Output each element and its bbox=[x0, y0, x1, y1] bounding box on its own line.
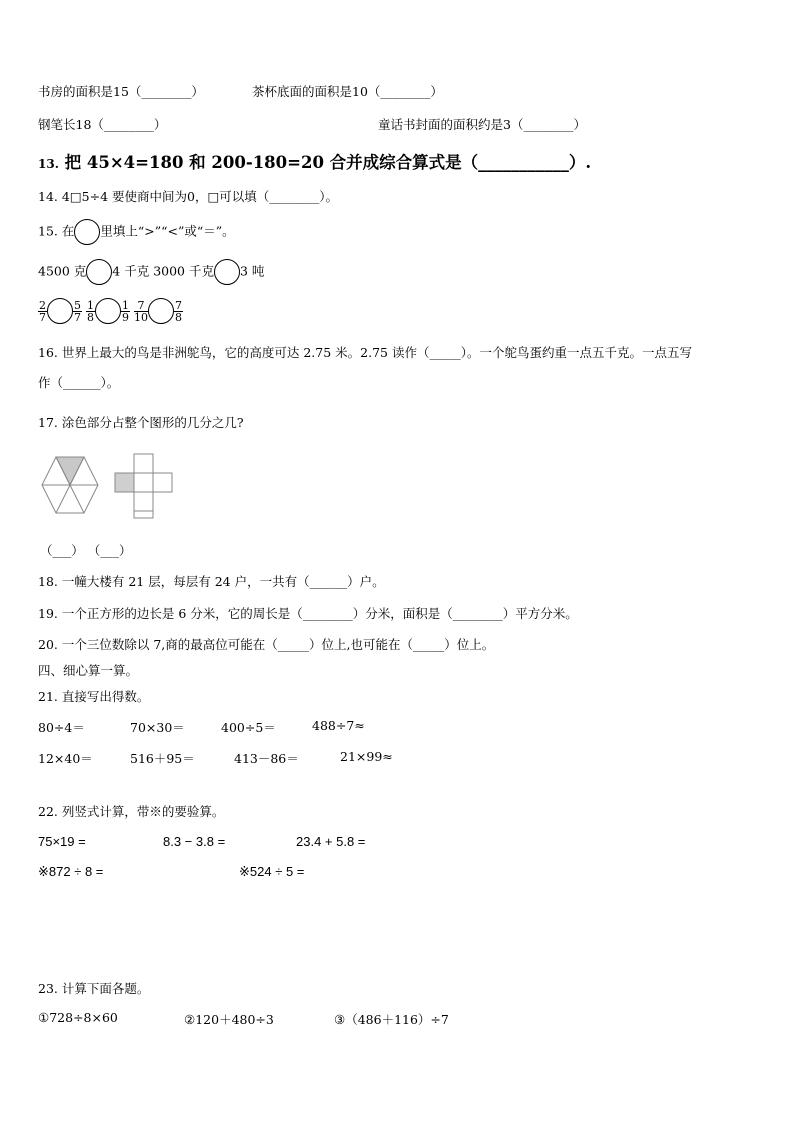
calc-item: 413－86＝ bbox=[234, 751, 299, 766]
fraction: $\frac{2}{7}$ bbox=[39, 298, 46, 324]
question-text: 4□5÷4 要使商中间为0，□可以填（________）。 bbox=[61, 189, 339, 204]
question-17-answers: （___） （___） bbox=[40, 543, 132, 558]
calc-item: 70×30＝ bbox=[130, 720, 185, 735]
question-number: 21. bbox=[38, 689, 58, 704]
question-23 bbox=[38, 979, 149, 997]
question-number: 20. bbox=[38, 637, 58, 652]
calc-item: ※872 ÷ 8 = bbox=[38, 864, 104, 879]
unit-a: 4500 克 bbox=[38, 263, 87, 279]
question-number: 22. bbox=[38, 804, 58, 819]
unit-b: 4 千克 3000 千克 bbox=[112, 263, 214, 279]
question-text: 涂色部分占整个图形的几分之几? bbox=[61, 415, 244, 430]
question-15-units bbox=[38, 259, 264, 285]
question-15 bbox=[38, 219, 235, 245]
row2-a: 钢笔长18（________） bbox=[38, 117, 167, 132]
question-suffix: 里填上“>”“<”或“＝”。 bbox=[100, 223, 235, 239]
question-16 bbox=[38, 343, 692, 361]
question-text: 列竖式计算，带※的要验算。 bbox=[61, 804, 225, 819]
row2-b: 童话书封面的面积约是3（________） bbox=[378, 117, 586, 132]
fraction: $\frac{7}{10}$ bbox=[133, 298, 148, 324]
calc-item: 75×19 = bbox=[38, 834, 86, 849]
question-number: 23. bbox=[38, 981, 58, 996]
calc-item: 21×99≈ bbox=[340, 749, 393, 764]
question-text: 把 45×4=180 和 200-180=20 合并成综合算式是（___________）. bbox=[64, 153, 592, 172]
compare-circle[interactable] bbox=[95, 298, 121, 324]
calc-item: ①728÷8×60 bbox=[38, 1010, 118, 1025]
question-text: 一个三位数除以 7,商的最高位可能在（_____）位上,也可能在（_____）位上。 bbox=[61, 637, 495, 652]
question-16-cont: 作（______）。 bbox=[38, 375, 120, 390]
question-text: 一幢大楼有 21 层，每层有 24 户，一共有（______）户。 bbox=[61, 574, 385, 589]
question-number: 13. bbox=[38, 157, 59, 171]
compare-circle[interactable] bbox=[47, 298, 73, 324]
calc-item: 400÷5＝ bbox=[221, 720, 276, 735]
section-heading: 四、细心算一算。 bbox=[38, 663, 139, 678]
cube-net-figure bbox=[115, 454, 172, 518]
compare-circle[interactable] bbox=[214, 259, 240, 285]
fraction: $\frac{1}{8}$ bbox=[86, 298, 94, 324]
shapes-figure bbox=[36, 450, 186, 520]
question-prefix: 在 bbox=[61, 223, 75, 239]
unit-c: 3 吨 bbox=[239, 263, 265, 279]
calc-item: 80÷4＝ bbox=[38, 720, 85, 735]
question-number: 16. bbox=[38, 345, 58, 360]
compare-circle[interactable] bbox=[86, 259, 112, 285]
calc-item: ②120＋480÷3 bbox=[184, 1012, 274, 1027]
question-text: 计算下面各题。 bbox=[61, 981, 150, 996]
question-20 bbox=[38, 635, 494, 653]
calc-item: ③（486＋116）÷7 bbox=[334, 1012, 449, 1027]
question-18 bbox=[38, 572, 385, 590]
hexagon-figure bbox=[42, 457, 98, 513]
calc-item: 516＋95＝ bbox=[130, 751, 195, 766]
fraction: $\frac{1}{9}$ bbox=[121, 298, 129, 324]
question-text: 一个正方形的边长是 6 分米，它的周长是（________）分米，面积是（________）平方分米。 bbox=[61, 606, 578, 621]
question-17 bbox=[38, 413, 244, 431]
calc-item: 8.3 − 3.8 = bbox=[163, 834, 226, 849]
question-text: 世界上最大的鸟是非洲鸵鸟，它的高度可达 2.75 米。2.75 读作（_____）。一个鸵鸟蛋约重一点五千克。一点五写 bbox=[61, 345, 692, 360]
compare-circle[interactable] bbox=[74, 219, 100, 245]
row1-a: 书房的面积是15（________） bbox=[38, 84, 204, 99]
question-number: 14. bbox=[38, 189, 58, 204]
question-number: 15. bbox=[38, 223, 58, 239]
compare-circle[interactable] bbox=[148, 298, 174, 324]
calc-item: ※524 ÷ 5 = bbox=[239, 864, 305, 879]
question-number: 18. bbox=[38, 574, 58, 589]
fraction: $\frac{5}{7}$ bbox=[74, 298, 81, 324]
question-number: 17. bbox=[38, 415, 58, 430]
calc-item: 488÷7≈ bbox=[312, 718, 365, 733]
question-15-fractions bbox=[38, 298, 183, 324]
question-19 bbox=[38, 604, 578, 622]
question-13 bbox=[38, 149, 591, 173]
question-22 bbox=[38, 802, 224, 820]
row1-b: 茶杯底面的面积是10（________） bbox=[252, 84, 443, 99]
fraction: $\frac{7}{8}$ bbox=[174, 298, 182, 324]
question-14 bbox=[38, 187, 338, 205]
question-text: 直接写出得数。 bbox=[61, 689, 150, 704]
question-number: 19. bbox=[38, 606, 58, 621]
question-21 bbox=[38, 687, 149, 705]
calc-item: 23.4 + 5.8 = bbox=[296, 834, 366, 849]
calc-item: 12×40＝ bbox=[38, 751, 93, 766]
